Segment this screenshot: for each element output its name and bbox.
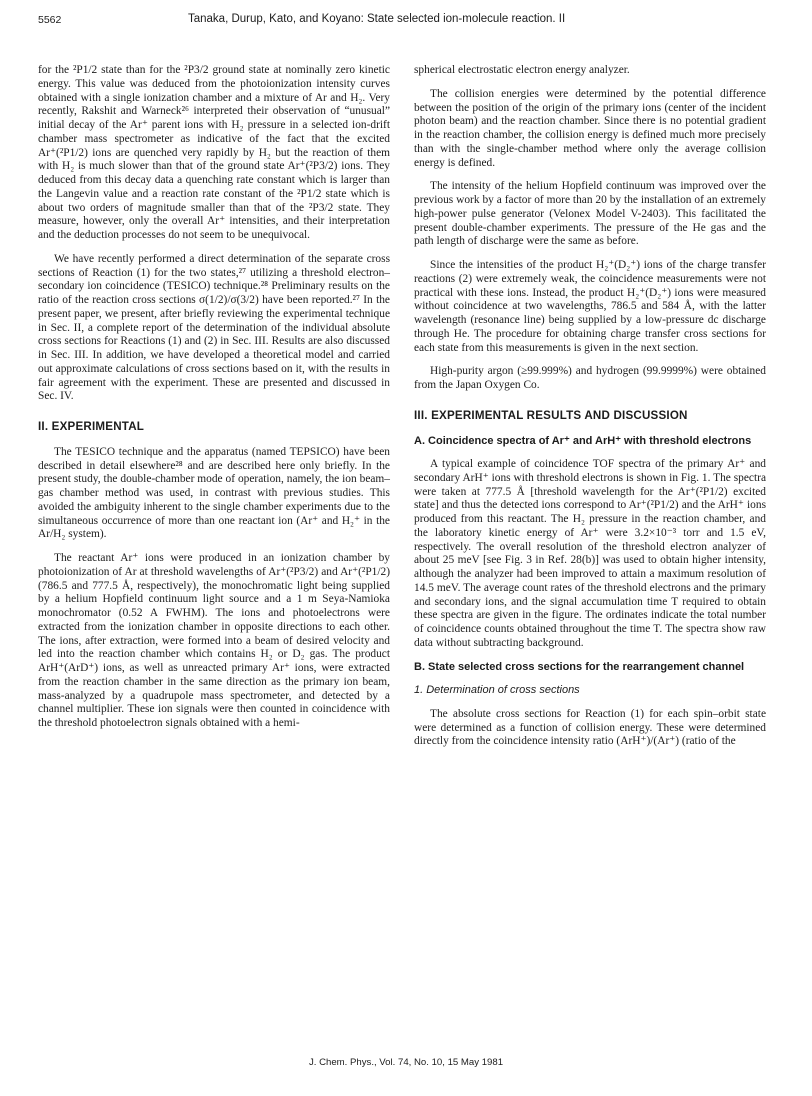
paragraph: Since the intensities of the product H₂⁺(D₂⁺) ions of the charge transfer reactions (2) were extremely weak, the coincidence measurements were not practical with these ions. Instead, the product H₂⁺(D₂⁺) ions were measured without coincidence at two wavelengths, 786.5 and 584 Å, with the latter wavelength (resonance line) being supplied by a low-pressure dc discharge through He. The procedure for obtaining charge transfer cross sections for each state from this measurements is given in the next section. [414, 259, 766, 354]
page-header [38, 12, 778, 30]
paragraph: The collision energies were determined by the potential difference between the position of the origin of the primary ions (center of the incident photon beam) and the reaction chamber. Since there is no potential gradient in the reaction chamber, the collision energy is defined much more precisely than with the single-chamber method where only the average collision energy is defined. [414, 87, 766, 169]
section-heading: III. EXPERIMENTAL RESULTS AND DISCUSSION [414, 408, 688, 422]
page-number: 5562 [38, 14, 62, 26]
paragraph: The TESICO technique and the apparatus (named TEPSICO) have been described in detail elsewhere²⁸ and are described here only briefly. In the present study, the double-chamber mode of operation, namely, the ion beam–gas chamber method was used, in contrast with previous studies. This avoided the ambiguity inherent to the single chamber experiments due to the simultaneous occurrence of more than one reactant ion (Ar⁺ and H₂⁺ in the Ar/H₂ system). [38, 445, 390, 541]
paragraph: A typical example of coincidence TOF spectra of the primary Ar⁺ and secondary ArH⁺ ions with threshold electrons is shown in Fig. 1. The spectra were taken at 777.5 Å [threshold wavelength for the Ar⁺(²P1/2) excited state] and thus the detected ions correspond to Ar⁺(²P1/2) and the ArH⁺ ions produced from this reactant. The H₂ pressure in the reaction chamber, and the laboratory kinetic energy of Ar⁺ were 3.2×10⁻³ torr and 1.5 eV, respectively. The overall resolution of the threshold electron analyzer of about 25 meV [see Fig. 3 in Ref. 28(b)] was used to obtain higher intensity, although the analyzer had been improved to attain a maximum resolution of 14.5 meV. The average count rates of the threshold electrons and the primary and secondary ions, and the signal accumulation time T required to obtain these spectra are given in the figure. The ordinates indicate the total number of coincidence counts obtained throughout the time T. The spectra show raw data without subtracting background. [414, 458, 766, 649]
section-heading: II. EXPERIMENTAL [38, 420, 145, 433]
subsection-heading: A. Coincidence spectra of Ar⁺ and ArH⁺ with threshold electrons [414, 434, 752, 447]
paragraph: The reactant Ar⁺ ions were produced in an ionization chamber by photoionization of Ar at threshold wavelengths of Ar⁺(²P3/2) and Ar⁺(²P1/2) (786.5 and 777.5 Å, respectively), the monochromatic light being supplied by a helium Hopfield continuum light source and a 1 m Seya-Namioka monochromator (0.52 A FWHM). The ions and photoelectrons were extracted from the ionization chamber in opposite directions to each other. The ions, after extraction, were formed into a beam of desired velocity and led into the reaction chamber which contains H₂ or D₂ gas. The product ArH⁺(ArD⁺) ions, as well as unreacted primary Ar⁺ ions, were extracted from the reaction chamber in the same direction as the primary ion beam, mass-analyzed by a quadrupole mass spectrometer, and detected by a channel multiplier. These ion signals were then counted in coincidence with the threshold photoelectron signals obtained with a hemi- [38, 552, 390, 729]
paragraph: High-purity argon (≥99.999%) and hydrogen (99.9999%) were obtained from the Japan Oxygen Co. [414, 365, 766, 391]
running-title: Tanaka, Durup, Kato, and Koyano: State selected ion-molecule reaction. II [188, 13, 566, 25]
paragraph: spherical electrostatic electron energy analyzer. [414, 64, 630, 76]
left-column [38, 64, 390, 741]
paragraph: for the ²P1/2 state than for the ²P3/2 ground state at nominally zero kinetic energy. This value was deduced from the photoionization intensity curves obtained with a single ionization chamber and a mixture of Ar and H₂. Very recently, Rakshit and Warneck²⁶ interpreted their observation of “unusual” initial decay of the Ar⁺ parent ions with H₂ pressure in a selected ion-drift chamber mass spectrometer as indicative of the fact that the excited Ar⁺(²P1/2) ions are quenched very rapidly by H₂ but the reaction of them with H₂ is much slower than that of the ground state Ar⁺(²P3/2) ions. They deduced from this decay data a quenching rate constant which is larger than the Langevin value and a reaction rate constant of the ²P1/2 state which is about two orders of magnitude smaller than that of the ²P3/2 state. They measure, however, only the overall Ar⁺ intensities, and their interpretation and the deduction processes do not seem to be unequivocal. [38, 64, 390, 241]
paragraph: We have recently performed a direct determination of the separate cross sections of Reaction (1) for the two states,²⁷ utilizing a threshold electron–secondary ion coincidence (TESICO) technique.²⁸ Preliminary results on the ratio of the reaction cross sections σ(1/2)/σ(3/2) have been reported.²⁷ In the present paper, we present, after briefly reviewing the experimental technique in Sec. II, a complete report of the determination of the individual absolute cross sections for Reactions (1) and (2) in Sec. III. Results are also discussed in Sec. III. In addition, we have developed a theoretical model and carried out approximate calculations of cross sections based on it, with the results in fair agreement with the experiment. These are presented and discussed in Sec. IV. [38, 252, 390, 403]
right-column [414, 64, 766, 759]
subsubsection-heading: 1. Determination of cross sections [414, 684, 580, 696]
journal-citation: J. Chem. Phys., Vol. 74, No. 10, 15 May 1981 [308, 1057, 504, 1068]
paragraph: The intensity of the helium Hopfield continuum was improved over the previous work by a factor of more than 20 by the installation of an extremely high-power pulse generator (Velonex Model V-2403). This facilitated the present double-chamber experiments. The pressure of the He gas and the path length of discharge were the same as before. [414, 180, 766, 248]
subsection-heading: B. State selected cross sections for the rearrangement channel [414, 660, 745, 673]
paragraph: The absolute cross sections for Reaction (1) for each spin–orbit state were determined as a function of collision energy. These were determined directly from the coincidence intensity ratio (ArH⁺)/(Ar⁺) (ratio of the [414, 707, 766, 748]
